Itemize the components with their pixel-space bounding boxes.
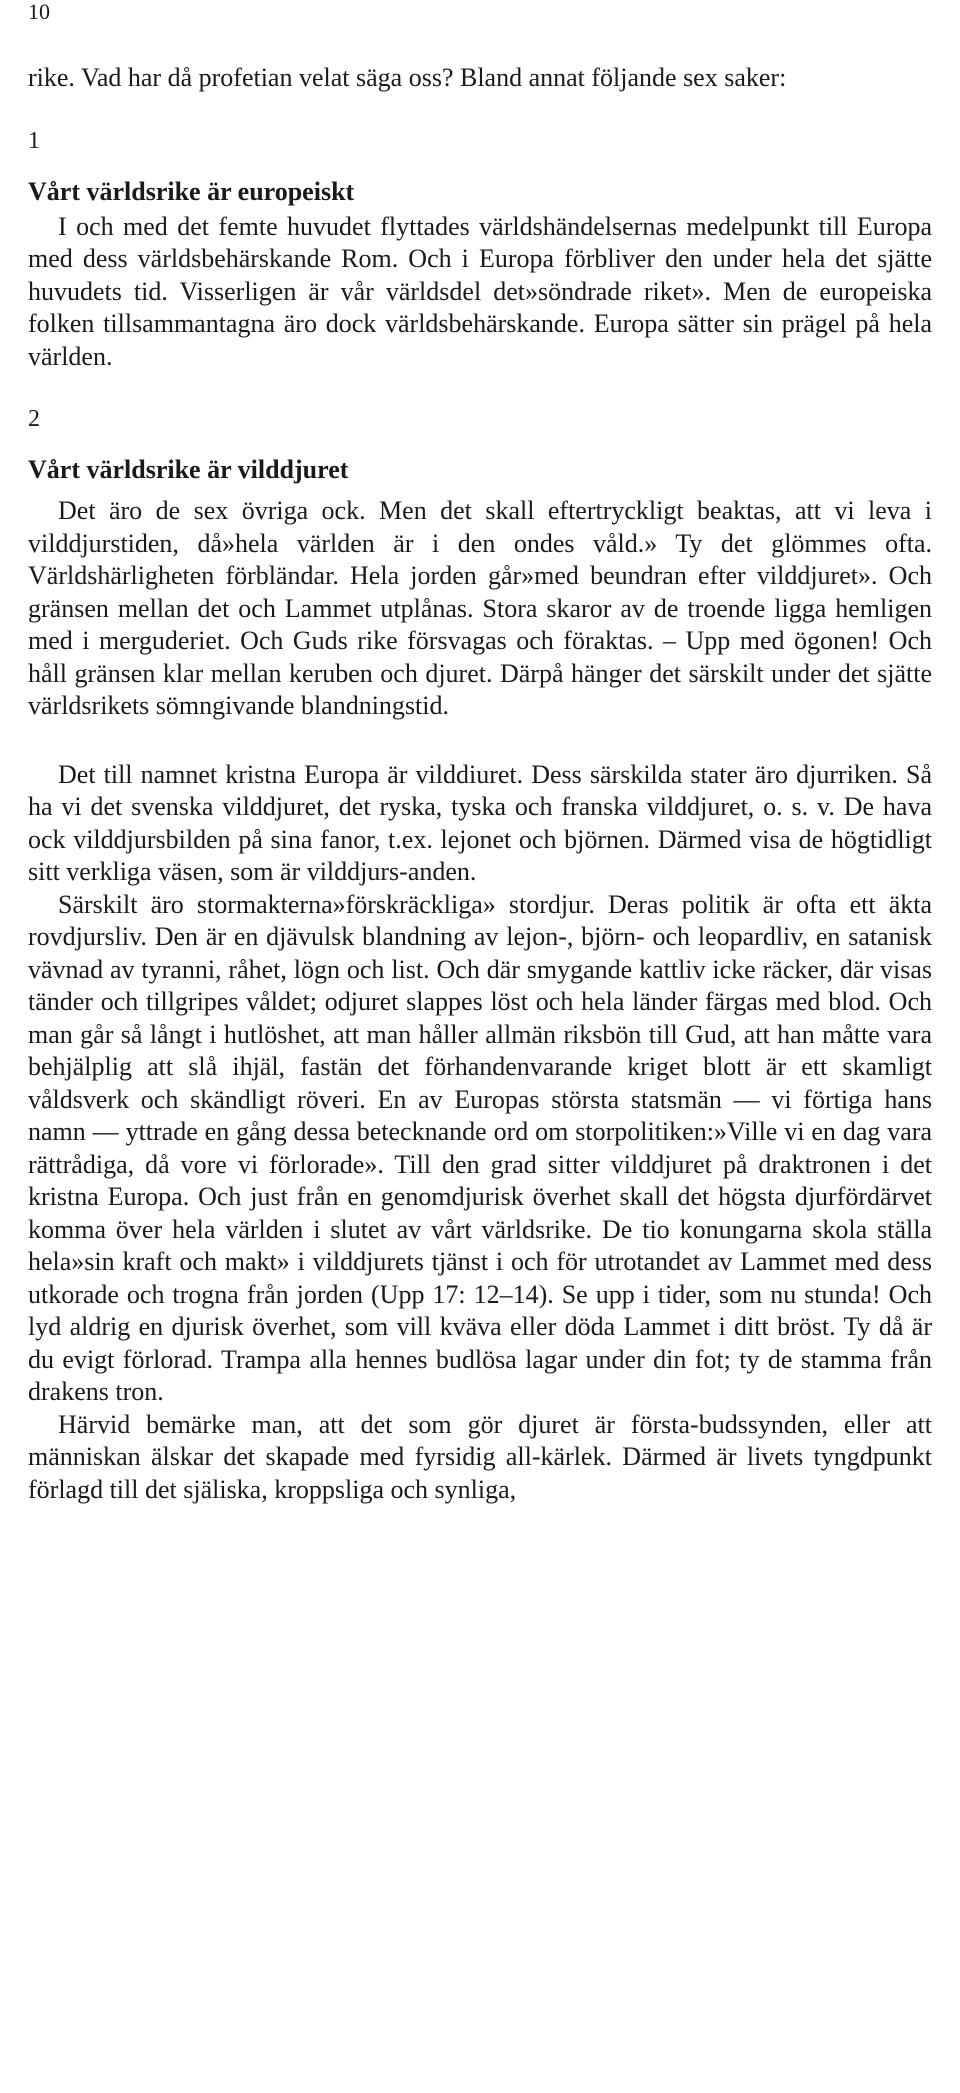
page-number: 10 [28, 0, 50, 24]
section-2-paragraph: Det äro de sex övriga ock. Men det skall eftertryckligt beaktas, att vi leva i vilddjurstiden, då»hela världen är i den ondes våld.» Ty det glömmes ofta. Världshärligheten förbländar. Hela jorden går»med beundran efter vilddjuret». Och gränsen mellan det och Lammet utplånas. Stora skaror av de troende ligga hemligen med i merguderiet. Och Guds rike försvagas och föraktas. – Upp med ögonen! Och håll gränsen klar mellan keruben och djuret. Därpå hänger det särskilt under det sjätte världsrikets sömngivande blandningstid. [28, 496, 932, 720]
body-paragraph-europa: Det till namnet kristna Europa är vilddiuret. Dess särskilda stater äro djurriken. Så ha vi det svenska vilddjuret, det ryska, tyska och franska vilddjuret, o. s. v. De hava ock vilddjursbilden på sina fanor, t.ex. lejonet och björnen. Därmed visa de högtidligt sitt verkliga väsen, som är vilddjurs-anden. [28, 759, 932, 886]
body-paragraph-stormakterna: Särskilt äro stormakterna»förskräckliga» stordjur. Deras politik är ofta ett äkta rovdjursliv. Den är en djävulsk blandning av lejon-, björn- och leopardliv, en satanisk vävnad av tyranni, råhet, lögn och list. Och där smygande kattliv icke räcker, där visas tänder och tillgripes våldet; odjuret slappes löst och hela länder färgas med blod. Och man går så långt i hutlöshet, att man håller allmän riksbön till Gud, att han måtte vara behjälplig att slå ihjäl, fastän det förhandenvarande kriget blott är ett skamligt våldsverk och skändligt röveri. En av Europas största statsmän — vi förtiga hans namn — yttrade en gång dessa betecknande ord om storpolitiken:»Ville vi en dag vara rättrådiga, då vore vi förlorade». Till den grad sitter vilddjuret på draktronen i det kristna Europa. Och just från en genomdjurisk överhet skall det högsta djurfördärvet komma över hela världen i slutet av vårt världsrike. De tio konungarna skola ställa hela»sin kraft och makt» i vilddjurets tjänst i och för utrotandet av Lammet med dess utkorade och trogna från jorden (Upp 17: 12–14). Se upp i tider, som nu stunda! Och lyd aldrig en djurisk överhet, som vill kväva eller döda Lammet i ditt bröst. Ty då är du evigt förlorad. Trampa alla hennes budlösa lagar under din fot; ty de stamma från drakens tron. [28, 889, 932, 1406]
body-paragraph-harvid: Härvid bemärke man, att det som gör djuret är första-budssynden, eller att människan älskar det skapade med fyrsidig all-kärlek. Därmed är livets tyngdpunkt förlagd till det själiska, kroppsliga och synliga, [28, 1409, 932, 1504]
section-1-paragraph: I och med det femte huvudet flyttades världshändelsernas medelpunkt till Europa med dess världsbehärskande Rom. Och i Europa förbliver den under hela det sjätte huvudets tid. Visserligen är vår världsdel det»söndrade riket». Men de europeiska folken tillsammantagna äro dock världsbehärskande. Europa sätter sin prägel på hela världen. [28, 211, 932, 371]
intro-paragraph: rike. Vad har då profetian velat säga oss? Bland annat följande sex saker: [28, 63, 787, 92]
section-2-number: 2 [28, 406, 40, 432]
section-2-heading: Vårt världsrike är vilddjuret [28, 455, 349, 484]
section-1-heading: Vårt världsrike är europeiskt [28, 176, 355, 206]
section-1-number: 1 [28, 127, 40, 154]
document-page [28, 0, 932, 1506]
